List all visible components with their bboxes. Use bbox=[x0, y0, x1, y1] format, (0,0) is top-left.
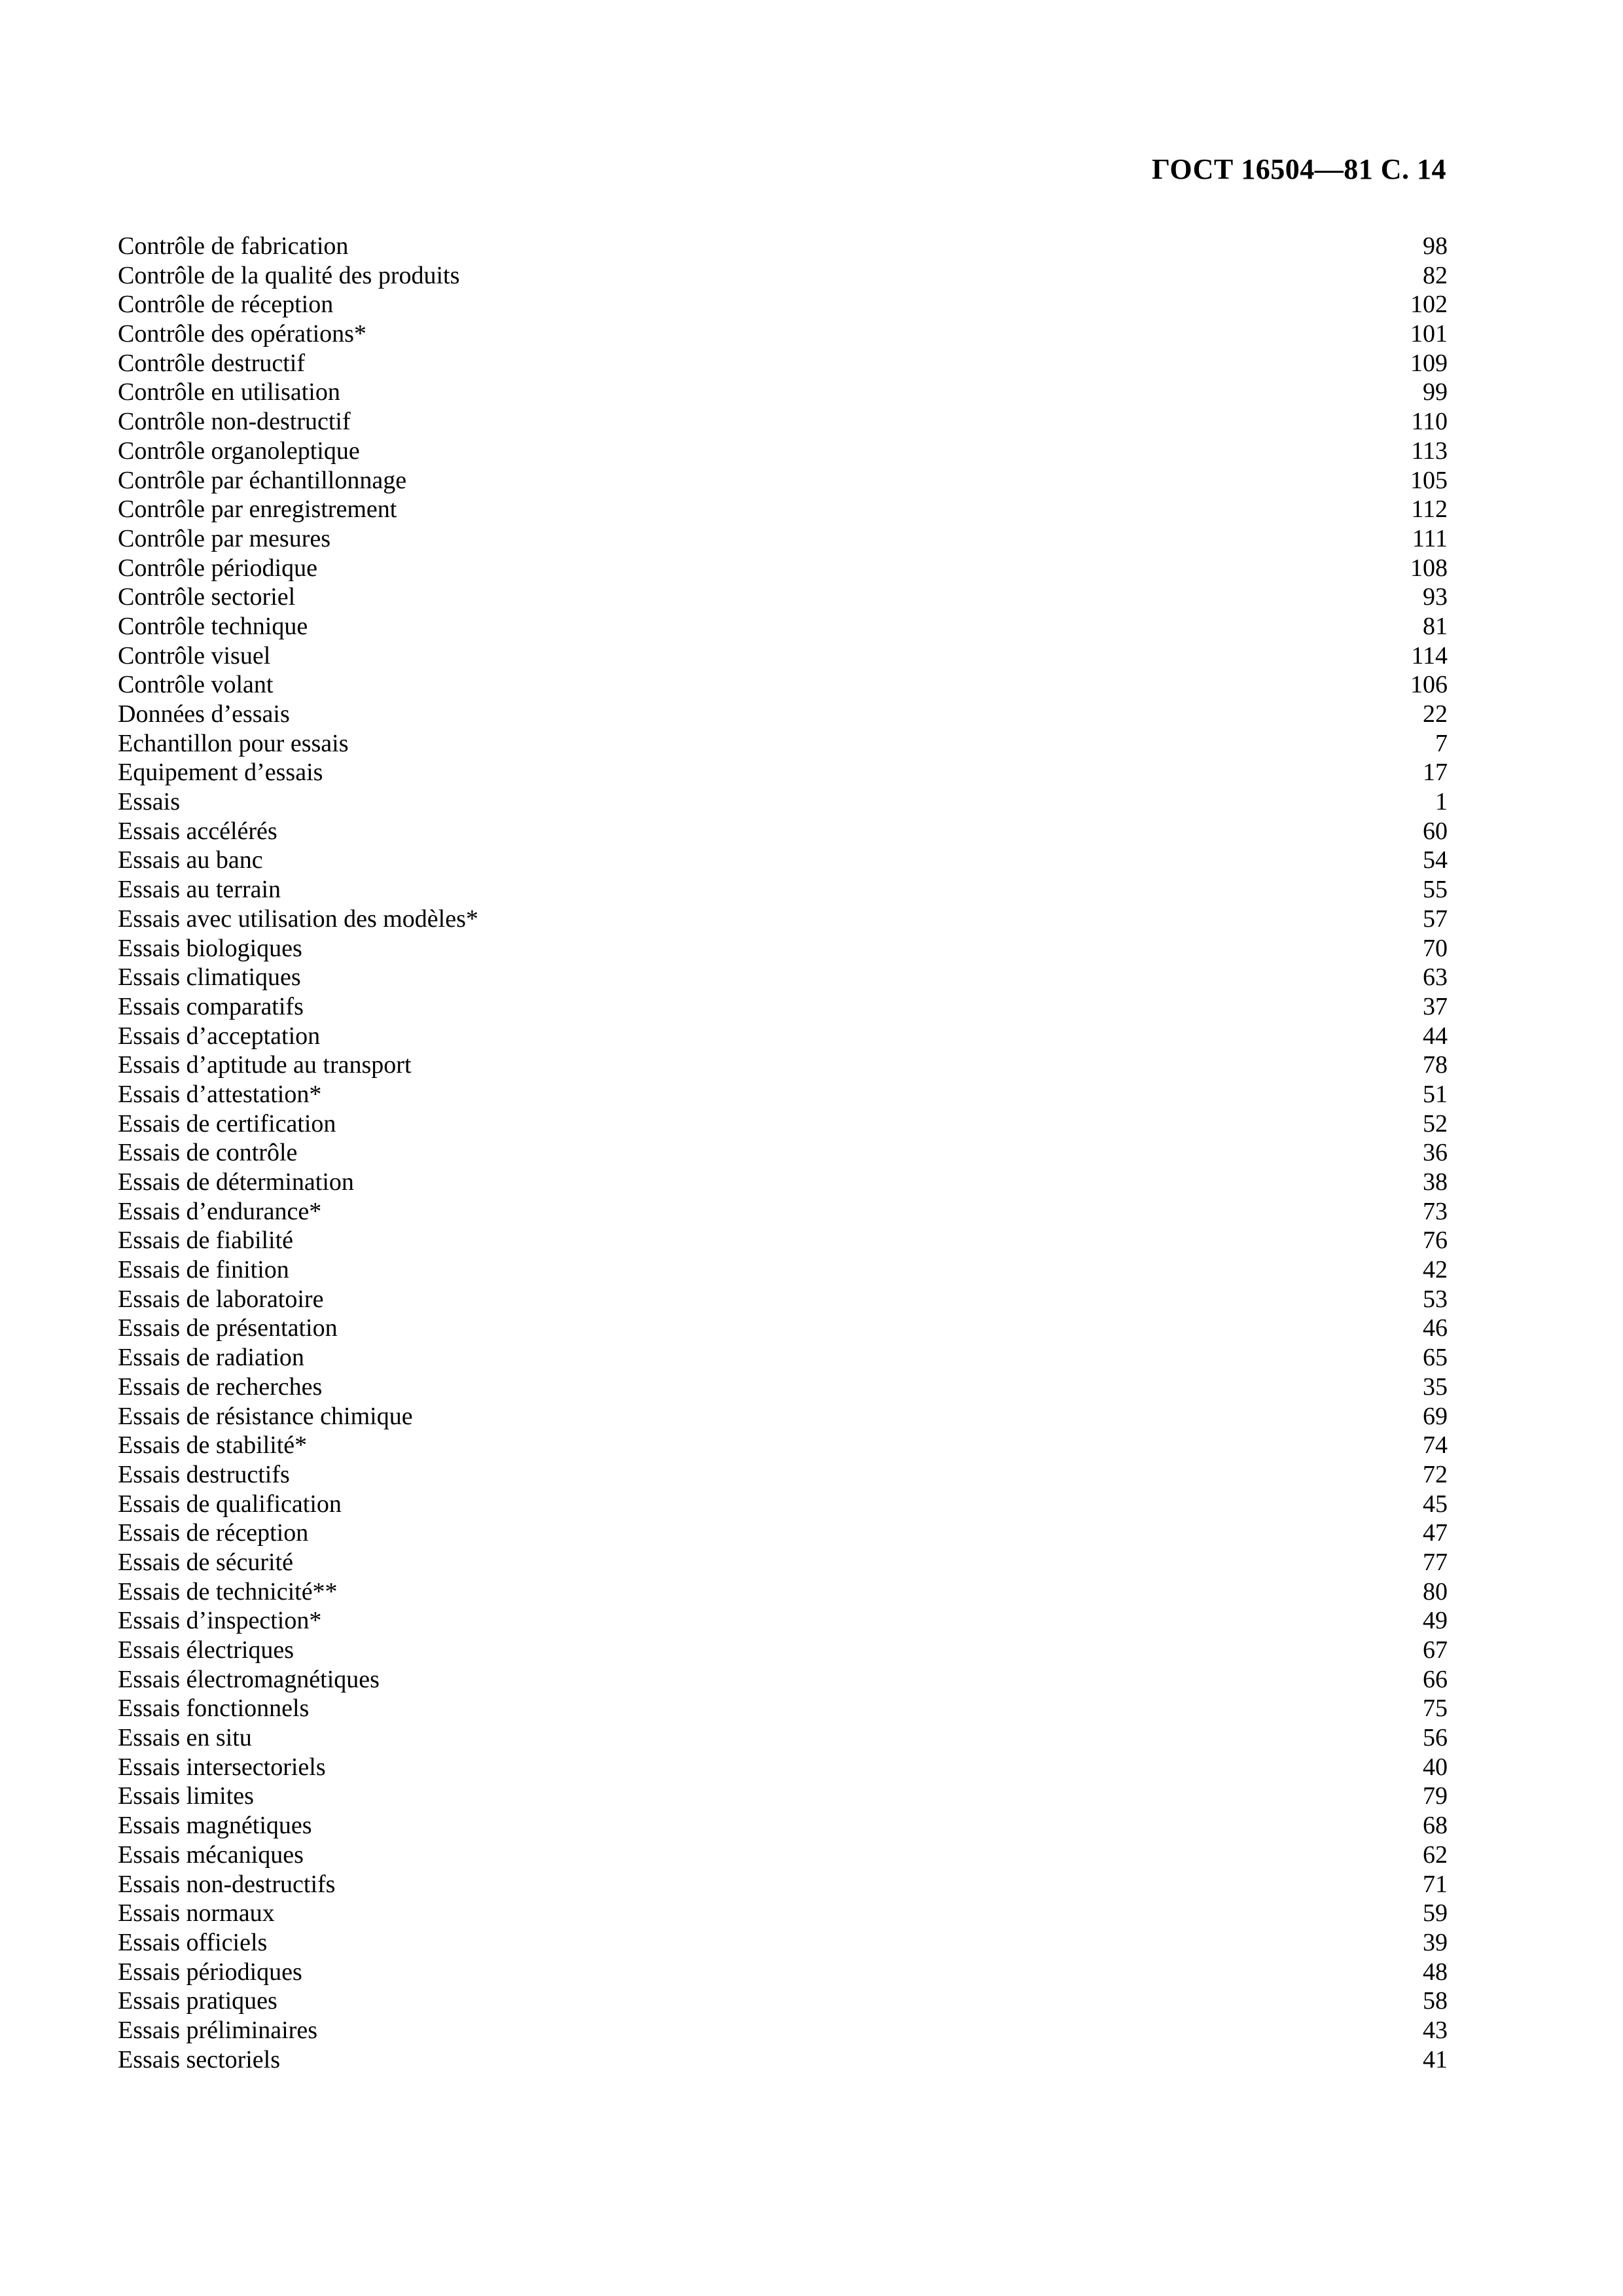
index-entry bbox=[118, 1022, 1448, 1051]
index-number: 78 bbox=[1423, 1051, 1448, 1079]
index-entry bbox=[118, 1431, 1448, 1460]
term-index-list bbox=[118, 232, 1448, 2074]
index-term: Essais de radiation bbox=[118, 1344, 304, 1372]
index-term: Contrôle par échantillonnage bbox=[118, 466, 407, 494]
index-entry bbox=[118, 466, 1448, 495]
index-entry bbox=[118, 1109, 1448, 1139]
index-number: 35 bbox=[1423, 1372, 1448, 1401]
index-entry bbox=[118, 2045, 1448, 2075]
index-entry bbox=[118, 1490, 1448, 1519]
index-term: Essais comparatifs bbox=[118, 992, 304, 1020]
index-term: Essais de détermination bbox=[118, 1168, 354, 1196]
index-entry bbox=[118, 407, 1448, 437]
index-entry bbox=[118, 612, 1448, 641]
index-number: 56 bbox=[1423, 1724, 1448, 1752]
index-term: Essais avec utilisation des modèles* bbox=[118, 905, 478, 933]
index-number: 65 bbox=[1423, 1344, 1448, 1372]
index-entry bbox=[118, 437, 1448, 466]
index-number: 51 bbox=[1423, 1080, 1448, 1108]
index-number: 60 bbox=[1423, 817, 1448, 845]
index-number: 82 bbox=[1423, 261, 1448, 289]
index-number: 43 bbox=[1423, 2016, 1448, 2044]
index-term: Essais accélérés bbox=[118, 817, 277, 845]
index-number: 62 bbox=[1423, 1840, 1448, 1869]
index-entry bbox=[118, 1811, 1448, 1840]
index-number: 74 bbox=[1423, 1431, 1448, 1460]
index-number: 110 bbox=[1411, 408, 1448, 436]
index-term: Essais de recherches bbox=[118, 1372, 323, 1401]
index-entry bbox=[118, 1460, 1448, 1490]
index-number: 99 bbox=[1423, 378, 1448, 406]
index-entry bbox=[118, 261, 1448, 291]
index-number: 41 bbox=[1423, 2045, 1448, 2073]
index-entry bbox=[118, 583, 1448, 612]
index-entry bbox=[118, 875, 1448, 905]
page-header: ГОСТ 16504—81 С. 14 bbox=[1151, 153, 1446, 185]
index-term: Essais de laboratoire bbox=[118, 1285, 324, 1313]
index-number: 42 bbox=[1423, 1256, 1448, 1284]
index-entry bbox=[118, 1958, 1448, 1987]
index-term: Essais bbox=[118, 788, 180, 816]
index-entry bbox=[118, 700, 1448, 729]
index-entry bbox=[118, 1636, 1448, 1665]
index-number: 108 bbox=[1410, 554, 1448, 582]
index-entry bbox=[118, 1518, 1448, 1548]
index-term: Echantillon pour essais bbox=[118, 729, 349, 757]
index-number: 54 bbox=[1423, 846, 1448, 874]
index-term: Essais pratiques bbox=[118, 1987, 277, 2015]
index-term: Contrôle destructif bbox=[118, 349, 305, 377]
index-term: Essais climatiques bbox=[118, 963, 301, 992]
index-entry bbox=[118, 1577, 1448, 1607]
index-entry bbox=[118, 495, 1448, 524]
index-entry bbox=[118, 290, 1448, 319]
index-number: 38 bbox=[1423, 1168, 1448, 1196]
index-number: 44 bbox=[1423, 1022, 1448, 1050]
index-number: 71 bbox=[1423, 1870, 1448, 1898]
index-entry bbox=[118, 1343, 1448, 1372]
index-entry bbox=[118, 1255, 1448, 1285]
index-number: 39 bbox=[1423, 1928, 1448, 1956]
index-term: Contrôle non-destructif bbox=[118, 408, 351, 436]
index-term: Essais de résistance chimique bbox=[118, 1402, 413, 1430]
index-number: 81 bbox=[1423, 612, 1448, 640]
index-number: 57 bbox=[1423, 905, 1448, 933]
index-entry bbox=[118, 1986, 1448, 2016]
index-term: Contrôle de réception bbox=[118, 291, 334, 319]
index-term: Essais de sécurité bbox=[118, 1548, 294, 1576]
index-entry bbox=[118, 1314, 1448, 1343]
index-number: 70 bbox=[1423, 934, 1448, 962]
index-number: 76 bbox=[1423, 1227, 1448, 1255]
index-term: Essais électromagnétiques bbox=[118, 1665, 380, 1693]
index-number: 73 bbox=[1423, 1197, 1448, 1225]
index-entry bbox=[118, 232, 1448, 261]
index-term: Contrôle technique bbox=[118, 612, 308, 640]
index-term: Essais d’aptitude au transport bbox=[118, 1051, 412, 1079]
index-term: Essais de qualification bbox=[118, 1490, 342, 1518]
index-term: Contrôle par mesures bbox=[118, 524, 331, 552]
index-entry bbox=[118, 1694, 1448, 1723]
index-number: 37 bbox=[1423, 992, 1448, 1020]
index-entry bbox=[118, 1197, 1448, 1227]
index-entry bbox=[118, 905, 1448, 934]
index-term: Contrôle en utilisation bbox=[118, 378, 340, 406]
index-entry bbox=[118, 1723, 1448, 1753]
index-entry bbox=[118, 554, 1448, 583]
index-term: Essais de présentation bbox=[118, 1314, 338, 1342]
index-entry bbox=[118, 670, 1448, 700]
index-term: Contrôle organoleptique bbox=[118, 437, 360, 465]
index-entry bbox=[118, 1606, 1448, 1636]
index-entry bbox=[118, 1168, 1448, 1197]
index-term: Contrôle de la qualité des produits bbox=[118, 261, 460, 289]
index-entry bbox=[118, 524, 1448, 554]
index-number: 80 bbox=[1423, 1577, 1448, 1605]
index-term: Essais d’acceptation bbox=[118, 1022, 321, 1050]
index-entry bbox=[118, 2016, 1448, 2045]
index-entry bbox=[118, 846, 1448, 875]
index-term: Essais en situ bbox=[118, 1724, 252, 1752]
index-entry bbox=[118, 349, 1448, 378]
index-number: 53 bbox=[1423, 1285, 1448, 1313]
index-number: 105 bbox=[1410, 466, 1448, 494]
index-entry bbox=[118, 1402, 1448, 1431]
index-term: Essais électriques bbox=[118, 1636, 294, 1664]
index-term: Essais de fiabilité bbox=[118, 1227, 294, 1255]
index-number: 101 bbox=[1410, 320, 1448, 348]
index-entry bbox=[118, 1840, 1448, 1870]
index-number: 48 bbox=[1423, 1958, 1448, 1986]
index-number: 46 bbox=[1423, 1314, 1448, 1342]
index-number: 72 bbox=[1423, 1460, 1448, 1488]
index-number: 98 bbox=[1423, 232, 1448, 260]
index-term: Essais officiels bbox=[118, 1928, 268, 1956]
index-term: Essais fonctionnels bbox=[118, 1695, 310, 1723]
index-number: 106 bbox=[1410, 671, 1448, 699]
index-entry bbox=[118, 992, 1448, 1022]
index-number: 63 bbox=[1423, 963, 1448, 992]
index-term: Données d’essais bbox=[118, 700, 290, 728]
index-entry bbox=[118, 1870, 1448, 1899]
index-entry bbox=[118, 934, 1448, 963]
index-number: 113 bbox=[1411, 437, 1448, 465]
index-entry bbox=[118, 378, 1448, 407]
index-number: 49 bbox=[1423, 1607, 1448, 1635]
index-term: Contrôle des opérations* bbox=[118, 320, 366, 348]
index-entry bbox=[118, 1665, 1448, 1695]
index-number: 109 bbox=[1410, 349, 1448, 377]
index-entry bbox=[118, 963, 1448, 992]
index-term: Contrôle périodique bbox=[118, 554, 317, 582]
index-term: Essais d’inspection* bbox=[118, 1607, 322, 1635]
index-number: 55 bbox=[1423, 876, 1448, 904]
index-term: Contrôle par enregistrement bbox=[118, 495, 397, 524]
index-entry bbox=[118, 1928, 1448, 1958]
index-term: Contrôle de fabrication bbox=[118, 232, 349, 260]
index-number: 69 bbox=[1423, 1402, 1448, 1430]
index-entry bbox=[118, 729, 1448, 759]
index-term: Essais normaux bbox=[118, 1899, 275, 1928]
index-term: Equipement d’essais bbox=[118, 759, 323, 787]
index-entry bbox=[118, 1372, 1448, 1402]
index-entry bbox=[118, 319, 1448, 349]
index-number: 52 bbox=[1423, 1109, 1448, 1138]
index-entry bbox=[118, 1050, 1448, 1080]
index-term: Essais d’endurance* bbox=[118, 1197, 322, 1225]
index-term: Essais intersectoriels bbox=[118, 1753, 326, 1781]
index-number: 45 bbox=[1423, 1490, 1448, 1518]
index-number: 102 bbox=[1410, 291, 1448, 319]
index-number: 40 bbox=[1423, 1753, 1448, 1781]
index-term: Essais préliminaires bbox=[118, 2016, 317, 2044]
index-entry bbox=[118, 758, 1448, 787]
index-entry bbox=[118, 641, 1448, 671]
index-entry bbox=[118, 1899, 1448, 1928]
index-entry bbox=[118, 1548, 1448, 1577]
index-term: Essais de contrôle bbox=[118, 1139, 298, 1167]
index-number: 22 bbox=[1423, 700, 1448, 728]
index-entry bbox=[118, 1285, 1448, 1314]
index-term: Essais périodiques bbox=[118, 1958, 302, 1986]
index-number: 75 bbox=[1423, 1695, 1448, 1723]
index-entry bbox=[118, 1138, 1448, 1168]
index-term: Essais non-destructifs bbox=[118, 1870, 336, 1898]
index-term: Essais magnétiques bbox=[118, 1812, 312, 1840]
index-number: 77 bbox=[1423, 1548, 1448, 1576]
index-number: 47 bbox=[1423, 1519, 1448, 1547]
index-term: Essais sectoriels bbox=[118, 2045, 281, 2073]
index-number: 114 bbox=[1411, 641, 1448, 670]
index-number: 59 bbox=[1423, 1899, 1448, 1928]
index-entry bbox=[118, 817, 1448, 846]
index-term: Contrôle sectoriel bbox=[118, 583, 296, 611]
index-entry bbox=[118, 1782, 1448, 1811]
index-entry bbox=[118, 1753, 1448, 1782]
index-term: Contrôle visuel bbox=[118, 641, 271, 670]
index-term: Essais mécaniques bbox=[118, 1840, 304, 1869]
index-term: Essais de réception bbox=[118, 1519, 309, 1547]
index-number: 1 bbox=[1435, 788, 1448, 816]
index-number: 68 bbox=[1423, 1812, 1448, 1840]
index-number: 111 bbox=[1412, 524, 1448, 552]
index-number: 17 bbox=[1423, 759, 1448, 787]
index-entry bbox=[118, 1080, 1448, 1109]
index-entry bbox=[118, 1226, 1448, 1255]
index-term: Essais de stabilité* bbox=[118, 1431, 308, 1460]
index-term: Essais de certification bbox=[118, 1109, 336, 1138]
index-term: Contrôle volant bbox=[118, 671, 274, 699]
index-number: 7 bbox=[1435, 729, 1448, 757]
index-term: Essais biologiques bbox=[118, 934, 302, 962]
index-number: 112 bbox=[1411, 495, 1448, 524]
index-number: 58 bbox=[1423, 1987, 1448, 2015]
index-number: 79 bbox=[1423, 1782, 1448, 1810]
index-term: Essais d’attestation* bbox=[118, 1080, 322, 1108]
index-term: Essais au terrain bbox=[118, 876, 281, 904]
index-term: Essais limites bbox=[118, 1782, 254, 1810]
index-number: 66 bbox=[1423, 1665, 1448, 1693]
index-term: Essais de technicité** bbox=[118, 1577, 338, 1605]
index-term: Essais de finition bbox=[118, 1256, 289, 1284]
index-entry bbox=[118, 787, 1448, 817]
index-term: Essais destructifs bbox=[118, 1460, 290, 1488]
index-number: 93 bbox=[1423, 583, 1448, 611]
index-number: 67 bbox=[1423, 1636, 1448, 1664]
index-term: Essais au banc bbox=[118, 846, 263, 874]
index-number: 36 bbox=[1423, 1139, 1448, 1167]
